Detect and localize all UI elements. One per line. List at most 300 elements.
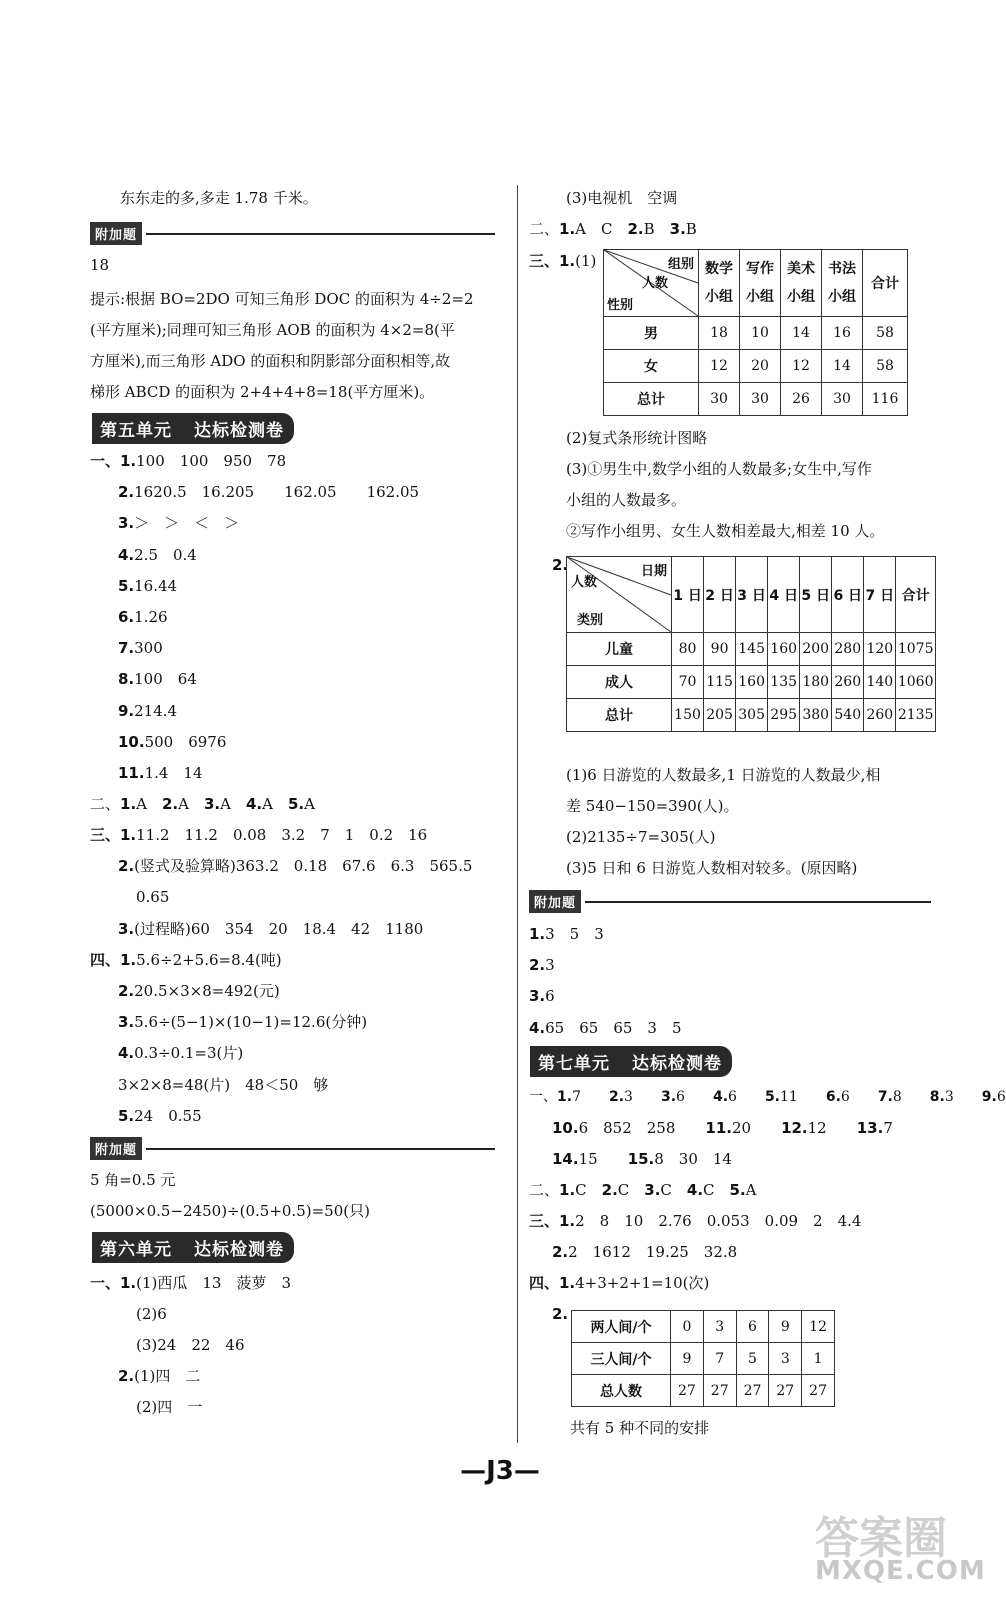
question-number: 2. — [627, 220, 644, 238]
table-cell: 30 — [699, 383, 740, 416]
answer-text: C — [617, 1181, 645, 1199]
column-header — [699, 250, 740, 317]
header-line: 美术 — [787, 261, 815, 277]
row-label: 总计 — [567, 699, 672, 732]
answer-line: (2)四 一 — [136, 1398, 203, 1416]
question-number: 12. — [781, 1119, 808, 1137]
answer-line — [118, 513, 239, 533]
answer-text: 0.3÷0.1=3(片) — [134, 1044, 244, 1062]
answer-text: 2 1612 19.25 32.8 — [568, 1243, 738, 1261]
answer-line — [118, 856, 472, 876]
corner-label: 组别 — [667, 257, 694, 272]
question-number: 4. — [245, 795, 263, 813]
column-header: 5 日 — [800, 557, 832, 633]
answer-text: 15 — [578, 1150, 628, 1168]
table-row — [604, 350, 908, 383]
answer-text: 214.4 — [134, 702, 178, 720]
row-label: 总人数 — [572, 1375, 671, 1407]
question-number: 四、1. — [529, 1274, 576, 1292]
unit-title — [92, 1232, 294, 1263]
answer-text: A — [262, 795, 288, 813]
answer-line: 5 角=0.5 元 — [90, 1171, 176, 1189]
table-cell: 295 — [768, 699, 800, 732]
section-rule — [146, 233, 495, 235]
table-cell: 27 — [736, 1375, 769, 1407]
hint-line: (平方厘米);同理可知三角形 AOB 的面积为 4×2=8(平 — [90, 321, 455, 339]
question-number: 2. — [162, 795, 179, 813]
answer-text: C — [660, 1181, 687, 1199]
corner-label: 日期 — [640, 564, 667, 579]
question-number: 2. — [118, 857, 135, 875]
answer-line: ②写作小组男、女生人数相差最大,相差 10 人。 — [566, 522, 885, 540]
answer-text: A — [304, 795, 315, 813]
answer-line — [552, 1242, 737, 1262]
table-cell: 305 — [736, 699, 768, 732]
question-number: 三、1. — [90, 826, 137, 844]
answer-text: 500 6976 — [144, 733, 227, 751]
table-row — [604, 317, 908, 350]
answer-line: (3)5 日和 6 日游览人数相对较多。(原因略) — [566, 859, 858, 877]
unit-number: 第七单元 — [538, 1054, 610, 1074]
answer-text: 6 852 258 — [578, 1119, 706, 1137]
answer-text: 20 — [731, 1119, 782, 1137]
answer-line — [118, 1012, 367, 1032]
answer-text: 65 65 65 3 5 — [545, 1019, 682, 1037]
answer-text: 20.5×3×8=492(元) — [134, 982, 280, 1000]
table-cell: 70 — [672, 666, 704, 699]
answer-line — [90, 451, 286, 471]
table-cell: 116 — [863, 383, 908, 416]
column-header: 合计 — [863, 250, 908, 317]
hint-line: 提示:根据 BO=2DO 可知三角形 DOC 的面积为 4÷2=2 — [90, 290, 474, 308]
header-line: 小组 — [746, 289, 774, 305]
question-number: 1. — [559, 220, 576, 238]
answer-text: 2 8 10 2.76 0.053 0.09 2 4.4 — [575, 1212, 862, 1230]
answer-text: 6 — [545, 987, 555, 1005]
answer-line — [529, 924, 604, 944]
table-cell: 20 — [740, 350, 781, 383]
table-cell: 30 — [822, 383, 863, 416]
question-number: 1. — [120, 795, 137, 813]
question-number: 2. — [552, 556, 569, 574]
answer-text: 3 5 3 — [545, 925, 604, 943]
answer-line — [118, 545, 197, 565]
table-cell: 1075 — [896, 633, 936, 666]
question-number: 2. — [552, 1305, 569, 1323]
question-number: 5. — [729, 1181, 746, 1199]
answer-line — [118, 763, 203, 783]
answer-text: A C — [575, 220, 628, 238]
section-prefix: 二、 — [529, 220, 560, 238]
table-cell: 12 — [802, 1311, 835, 1343]
answer-line: (5000×0.5−2450)÷(0.5+0.5)=50(只) — [90, 1202, 370, 1220]
answer-text: ＞ ＞ ＜ ＞ — [134, 514, 240, 532]
section-prefix: 二、 — [90, 795, 121, 813]
answer-line — [529, 1180, 757, 1200]
watermark-logo: 答案圈 — [815, 1513, 947, 1564]
question-number: 5. — [764, 1089, 780, 1105]
question-number: 13. — [856, 1119, 884, 1137]
answer-text: 1620.5 16.205 162.05 162.05 — [134, 483, 420, 501]
answer-line — [529, 1211, 861, 1231]
question-number: 8. — [929, 1089, 945, 1105]
column-header: 2 日 — [704, 557, 736, 633]
question-number: 一、1. — [90, 1274, 137, 1292]
header-line: 小组 — [828, 289, 856, 305]
answer-text: 100 100 950 78 — [136, 452, 287, 470]
table-cell: 12 — [781, 350, 822, 383]
answer-line — [552, 1118, 893, 1138]
answer-text: 5.6÷(5−1)×(10−1)=12.6(分钟) — [134, 1013, 368, 1031]
column-header: 3 日 — [736, 557, 768, 633]
answer-text: 6 — [728, 1089, 765, 1105]
answer-line — [529, 955, 555, 975]
table-cell: 180 — [800, 666, 832, 699]
question-number: 10. — [552, 1119, 579, 1137]
question-number: 3. — [118, 514, 135, 532]
table-row — [572, 1375, 835, 1407]
table-cell: 30 — [740, 383, 781, 416]
question-number: 3. — [118, 920, 135, 938]
answer-line — [118, 919, 423, 939]
answer-line — [529, 251, 596, 271]
answer-line — [90, 825, 427, 845]
answer-text: 11 — [780, 1089, 826, 1105]
answer-text: 6 — [676, 1089, 713, 1105]
answer-text: 3 — [944, 1089, 982, 1105]
answer-text: 1.26 — [134, 608, 168, 626]
question-number: 6. — [118, 608, 135, 626]
table-cell: 16 — [822, 317, 863, 350]
question-number: 9. — [118, 702, 135, 720]
answer-text: 16.44 — [134, 577, 178, 595]
table-cell: 1060 — [896, 666, 936, 699]
answer-text: 7 — [883, 1119, 893, 1137]
question-number: 4. — [686, 1181, 704, 1199]
question-number: 5. — [287, 795, 305, 813]
question-number: 8. — [118, 670, 135, 688]
corner-label: 性别 — [607, 298, 634, 313]
header-line: 写作 — [746, 261, 774, 277]
visitor-stats-table — [566, 556, 936, 732]
question-number: 7. — [877, 1089, 893, 1105]
unit-number: 第五单元 — [100, 421, 172, 441]
table-cell: 58 — [863, 317, 908, 350]
hint-line: 方厘米),而三角形 ADO 的面积和阴影部分面积相等,故 — [90, 352, 451, 370]
answer-text: (过程略)60 354 20 18.4 42 1180 — [134, 920, 424, 938]
answer-line — [529, 219, 697, 239]
answer-text: 24 0.55 — [134, 1107, 202, 1125]
answer-line — [118, 669, 197, 689]
question-number: 1. — [557, 1089, 573, 1105]
table-cell: 0 — [671, 1311, 704, 1343]
answer-line: 3×2×8=48(片) 48＜50 够 — [118, 1076, 329, 1094]
row-label: 两人间/个 — [572, 1311, 671, 1343]
bonus-label: 附加题 — [529, 890, 581, 913]
table-cell: 27 — [703, 1375, 736, 1407]
question-number: 5. — [118, 1107, 135, 1125]
table-cell: 14 — [781, 317, 822, 350]
table-cell: 3 — [769, 1343, 802, 1375]
table-cell: 160 — [736, 666, 768, 699]
question-number: 一、1. — [90, 452, 137, 470]
corner-label: 人数 — [571, 575, 598, 590]
table-cell: 12 — [699, 350, 740, 383]
corner-header-cell — [567, 557, 672, 633]
table-row — [567, 699, 936, 732]
group-stats-table — [603, 249, 908, 416]
table-cell: 27 — [671, 1375, 704, 1407]
table-cell: 27 — [802, 1375, 835, 1407]
question-number: 11. — [705, 1119, 732, 1137]
question-number: 2. — [601, 1181, 618, 1199]
table-cell: 1 — [802, 1343, 835, 1375]
table-cell: 27 — [769, 1375, 802, 1407]
header-line: 小组 — [705, 289, 733, 305]
answer-line — [118, 701, 177, 721]
answer-text: A — [136, 795, 162, 813]
bonus-section-header — [529, 890, 931, 913]
answer-text: 2.5 0.4 — [134, 546, 197, 564]
answer-line — [529, 1273, 709, 1293]
answer-text: 7 — [572, 1089, 609, 1105]
header-line: 书法 — [828, 261, 856, 277]
answer-text: (1) — [575, 252, 597, 270]
answer-text: B — [643, 220, 670, 238]
table-cell: 540 — [832, 699, 864, 732]
answer-line — [118, 732, 226, 752]
question-number: 7. — [118, 639, 135, 657]
bonus-section-header — [90, 1137, 495, 1160]
table-cell: 135 — [768, 666, 800, 699]
answer-line — [529, 986, 555, 1006]
question-number: 6. — [825, 1089, 841, 1105]
table-cell: 2135 — [896, 699, 936, 732]
section-prefix: 一、 — [529, 1089, 557, 1105]
question-number: 4. — [712, 1089, 729, 1105]
answer-text: 100 64 — [134, 670, 197, 688]
question-number: 9. — [981, 1089, 997, 1105]
table-cell: 10 — [740, 317, 781, 350]
question-number: 2. — [529, 956, 546, 974]
column-header: 1 日 — [672, 557, 704, 633]
question-number: 10. — [118, 733, 145, 751]
answer-text: 12 — [807, 1119, 857, 1137]
question-number: 2. — [118, 483, 135, 501]
corner-header-cell — [604, 250, 699, 317]
row-label: 儿童 — [567, 633, 672, 666]
answer-text: A — [220, 795, 246, 813]
question-number: 3. — [529, 987, 546, 1005]
answer-text: A — [745, 1181, 757, 1199]
question-number: 四、1. — [90, 951, 137, 969]
answer-text: 11.2 11.2 0.08 3.2 7 1 0.2 16 — [136, 826, 428, 844]
answer-text: C — [703, 1181, 730, 1199]
question-number: 14. — [552, 1150, 579, 1168]
bonus-section-header — [90, 222, 495, 245]
unit-name: 达标检测卷 — [632, 1054, 722, 1074]
corner-label: 类别 — [577, 613, 604, 628]
answer-text: 8 — [892, 1089, 930, 1105]
answer-text: 8 30 14 — [654, 1150, 732, 1168]
watermark-url: MXQE.COM — [815, 1556, 986, 1586]
table-row — [567, 633, 936, 666]
table-cell: 14 — [822, 350, 863, 383]
answer-line — [90, 1273, 291, 1293]
section-prefix: 二、 — [529, 1181, 560, 1199]
column-divider — [517, 185, 518, 1443]
table-cell: 58 — [863, 350, 908, 383]
answer-line — [529, 1087, 1006, 1107]
table-cell: 26 — [781, 383, 822, 416]
section-rule — [146, 1148, 495, 1150]
table-cell: 80 — [672, 633, 704, 666]
column-header: 4 日 — [768, 557, 800, 633]
unit-number: 第六单元 — [100, 1240, 172, 1260]
question-number: 3. — [669, 220, 686, 238]
answer-line: (3)电视机 空调 — [566, 189, 678, 207]
question-number: 2. — [118, 982, 135, 1000]
answer-text: 3 — [624, 1089, 661, 1105]
header-line: 数学 — [705, 261, 733, 277]
table-cell: 9 — [671, 1343, 704, 1375]
answer-line: 0.65 — [136, 888, 170, 906]
answer-text: B — [685, 220, 697, 238]
table-cell: 160 — [768, 633, 800, 666]
answer-line — [118, 482, 419, 502]
question-number: 5. — [118, 577, 135, 595]
answer-line: (2)2135÷7=305(人) — [566, 828, 716, 846]
answer-line — [552, 1149, 732, 1169]
answer-line — [118, 1366, 200, 1386]
table-cell: 90 — [704, 633, 736, 666]
unit-title — [530, 1046, 732, 1077]
table-cell: 6 — [736, 1311, 769, 1343]
answer-line: 小组的人数最多。 — [566, 491, 687, 509]
answer-text: A — [178, 795, 204, 813]
table-row — [567, 666, 936, 699]
column-header — [822, 250, 863, 317]
table-cell: 120 — [864, 633, 896, 666]
table-row — [604, 383, 908, 416]
table-cell: 115 — [704, 666, 736, 699]
row-label: 女 — [604, 350, 699, 383]
page-number: —J3— — [460, 1456, 540, 1486]
answer-line — [118, 981, 280, 1001]
answer-text: 1.4 14 — [144, 764, 203, 782]
question-number: 3. — [203, 795, 221, 813]
answer-line: 差 540−150=390(人)。 — [566, 797, 739, 815]
answer-text: (竖式及验算略)363.2 0.18 67.6 6.3 565.5 — [134, 857, 473, 875]
answer-line — [552, 1304, 568, 1324]
answer-text: 6 — [996, 1089, 1006, 1105]
table-cell: 380 — [800, 699, 832, 732]
question-number: 三、1. — [529, 252, 576, 270]
bonus-label: 附加题 — [90, 222, 142, 245]
answer-line: (2)复式条形统计图略 — [566, 429, 708, 447]
answer-line: 东东走的多,多走 1.78 千米。 — [120, 189, 318, 207]
header-line: 小组 — [787, 289, 815, 305]
question-number: 3. — [118, 1013, 135, 1031]
answer-line: (3)①男生中,数学小组的人数最多;女生中,写作 — [566, 460, 872, 478]
answer-line: (3)24 22 46 — [136, 1336, 245, 1354]
answer-text: (1)四 二 — [134, 1367, 201, 1385]
table-row — [572, 1343, 835, 1375]
row-label: 三人间/个 — [572, 1343, 671, 1375]
question-number: 三、1. — [529, 1212, 576, 1230]
answer-text: 3 — [545, 956, 555, 974]
table-cell: 3 — [703, 1311, 736, 1343]
table-cell: 150 — [672, 699, 704, 732]
answer-text: 6 — [840, 1089, 878, 1105]
question-number: 3. — [660, 1089, 677, 1105]
table-cell: 260 — [864, 699, 896, 732]
answer-text: 300 — [134, 639, 163, 657]
column-header — [740, 250, 781, 317]
answer-line: (2)6 — [136, 1305, 167, 1323]
unit-title — [92, 413, 294, 444]
answer-line — [90, 794, 315, 814]
question-number: 2. — [608, 1089, 625, 1105]
table-cell: 200 — [800, 633, 832, 666]
question-number: 1. — [529, 925, 546, 943]
bonus-answer: 18 — [90, 256, 110, 274]
corner-label: 人数 — [642, 276, 669, 291]
table-cell: 280 — [832, 633, 864, 666]
row-label: 成人 — [567, 666, 672, 699]
answer-text: 4+3+2+1=10(次) — [575, 1274, 710, 1292]
table-cell: 7 — [703, 1343, 736, 1375]
column-header: 6 日 — [832, 557, 864, 633]
question-number: 15. — [627, 1150, 655, 1168]
answer-line — [90, 950, 282, 970]
question-number: 3. — [644, 1181, 661, 1199]
table-row — [572, 1311, 835, 1343]
answer-line — [118, 1043, 243, 1063]
unit-name: 达标检测卷 — [194, 421, 284, 441]
answer-text: (1)西瓜 13 菠萝 3 — [136, 1274, 292, 1292]
table-cell: 18 — [699, 317, 740, 350]
column-header: 合计 — [896, 557, 936, 633]
question-number: 1. — [559, 1181, 576, 1199]
table-cell: 145 — [736, 633, 768, 666]
answer-line — [118, 638, 163, 658]
answer-line — [529, 1018, 682, 1038]
table-cell: 260 — [832, 666, 864, 699]
answer-line: (1)6 日游览的人数最多,1 日游览的人数最少,相 — [566, 766, 881, 784]
section-rule — [585, 901, 931, 903]
answer-line — [118, 576, 177, 596]
answer-line: 共有 5 种不同的安排 — [570, 1419, 710, 1437]
room-arrangement-table — [571, 1310, 835, 1407]
column-header — [781, 250, 822, 317]
question-number: 4. — [118, 1044, 135, 1062]
unit-name: 达标检测卷 — [194, 1240, 284, 1260]
question-number: 11. — [118, 764, 145, 782]
bonus-label: 附加题 — [90, 1137, 142, 1160]
question-number: 2. — [118, 1367, 135, 1385]
column-header: 7 日 — [864, 557, 896, 633]
hint-line: 梯形 ABCD 的面积为 2+4+4+8=18(平方厘米)。 — [90, 383, 435, 401]
answer-text: 5.6÷2+5.6=8.4(吨) — [136, 951, 282, 969]
table-cell: 205 — [704, 699, 736, 732]
row-label: 男 — [604, 317, 699, 350]
answer-text: C — [575, 1181, 602, 1199]
question-number: 4. — [529, 1019, 546, 1037]
table-cell: 9 — [769, 1311, 802, 1343]
table-cell: 140 — [864, 666, 896, 699]
question-number: 4. — [118, 546, 135, 564]
